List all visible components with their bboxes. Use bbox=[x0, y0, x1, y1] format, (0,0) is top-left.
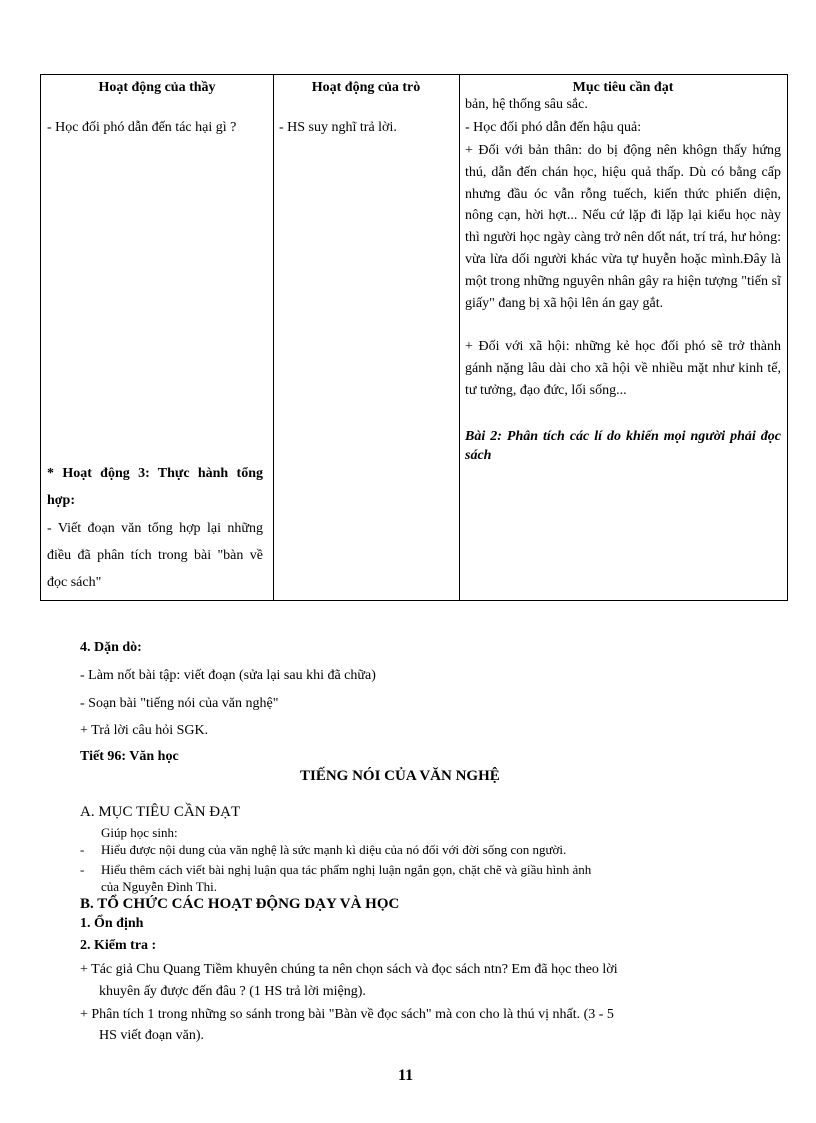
goal-bullet: - bbox=[80, 862, 85, 877]
header-student: Hoạt động của trò bbox=[311, 80, 421, 95]
column-divider bbox=[459, 75, 460, 600]
header-goals: Mục tiêu cần đạt bbox=[572, 80, 674, 95]
lesson-title: TIẾNG NÓI CỦA VĂN NGHỆ bbox=[300, 768, 500, 784]
column-divider bbox=[273, 75, 274, 600]
check-question-2-cont: HS viết đoạn văn). bbox=[99, 1028, 204, 1043]
goal-self: + Đối với bản thân: do bị động nên khôgn thấy hứng thú, dẫn đến chán học, hiệu quả thấp. Dù có bằng cấp nhưng đầu óc vẫn rỗng tuếch, kiến thức phiến diện, nông cạn, hời hợt... Nếu cứ lặp đi lặp lại kiểu học này thì người học ngày càng trở nên dốt nát, trí trá, hư hỏng: vừa lừa dối người khác vừa tự huyễn hoặc mình.Đây là một trong những nguyên nhân gây ra hiện tượng "tiến sĩ giấy" đang bị xã hội lên án gay gắt. bbox=[465, 143, 781, 311]
help-text: Giúp học sinh: bbox=[101, 825, 178, 840]
lesson-table bbox=[40, 74, 788, 601]
step-2: 2. Kiểm tra : bbox=[80, 938, 157, 953]
goal-bullet: - bbox=[80, 842, 85, 857]
section-b-title: B. TỔ CHỨC CÁC HOẠT ĐỘNG DẠY VÀ HỌC bbox=[80, 896, 400, 912]
teacher-question: - Học đối phó dẫn đến tác hại gì ? bbox=[47, 120, 237, 135]
goal-continuation: bản, hệ thống sâu sắc. bbox=[465, 97, 588, 112]
goal-2-line-1: Hiểu thêm cách viết bài nghị luận qua tác phẩm nghị luận ngắn gọn, chặt chẽ và giầu hình ảnh bbox=[101, 862, 592, 877]
homework-title: 4. Dặn dò: bbox=[80, 640, 142, 655]
page-number: 11 bbox=[398, 1067, 414, 1084]
homework-item: + Trả lời câu hỏi SGK. bbox=[80, 723, 209, 738]
goal-consequence: - Học đối phó dẫn đến hậu quả: bbox=[465, 120, 642, 135]
section-a-title: A. MỤC TIÊU CẦN ĐẠT bbox=[80, 804, 241, 820]
header-teacher: Hoạt động của thầy bbox=[98, 80, 216, 95]
goal-1: Hiểu được nội dung của văn nghệ là sức mạnh kì diệu của nó đối với đời sống con người. bbox=[101, 842, 567, 857]
check-question-1: + Tác giả Chu Quang Tiềm khuyên chúng ta nên chọn sách và đọc sách ntn? Em đã học theo lời bbox=[80, 962, 618, 977]
check-question-2: + Phân tích 1 trong những so sánh trong bài "Bàn về đọc sách" mà con cho là thú vị nhất. (3 - 5 bbox=[80, 1007, 614, 1022]
goal-society: + Đối với xã hội: những kẻ học đối phó sẽ trở thành gánh nặng lâu dài cho xã hội về nhiều mặt như kinh tế, tư tưởng, đạo đức, lối sống... bbox=[465, 339, 781, 398]
student-answer: - HS suy nghĩ trả lời. bbox=[279, 120, 397, 135]
period-label: Tiết 96: Văn học bbox=[80, 749, 179, 764]
step-1: 1. Ổn định bbox=[80, 916, 144, 931]
goal-2-line-2: của Nguyễn Đình Thi. bbox=[101, 879, 218, 894]
homework-item: - Làm nốt bài tập: viết đoạn (sửa lại sau khi đã chữa) bbox=[80, 668, 376, 683]
exercise-2: Bài 2: Phân tích các lí do khiến mọi người phải đọc sách bbox=[465, 429, 781, 463]
activity-3-text: - Viết đoạn văn tổng hợp lại những điều đã phân tích trong bài "bàn về đọc sách" bbox=[47, 521, 263, 590]
activity-3-title: * Hoạt động 3: Thực hành tổng hợp: bbox=[47, 466, 263, 508]
homework-item: - Soạn bài "tiếng nói của văn nghệ" bbox=[80, 696, 279, 711]
check-question-1-cont: khuyên ấy được đến đâu ? (1 HS trả lời miệng). bbox=[99, 984, 366, 999]
